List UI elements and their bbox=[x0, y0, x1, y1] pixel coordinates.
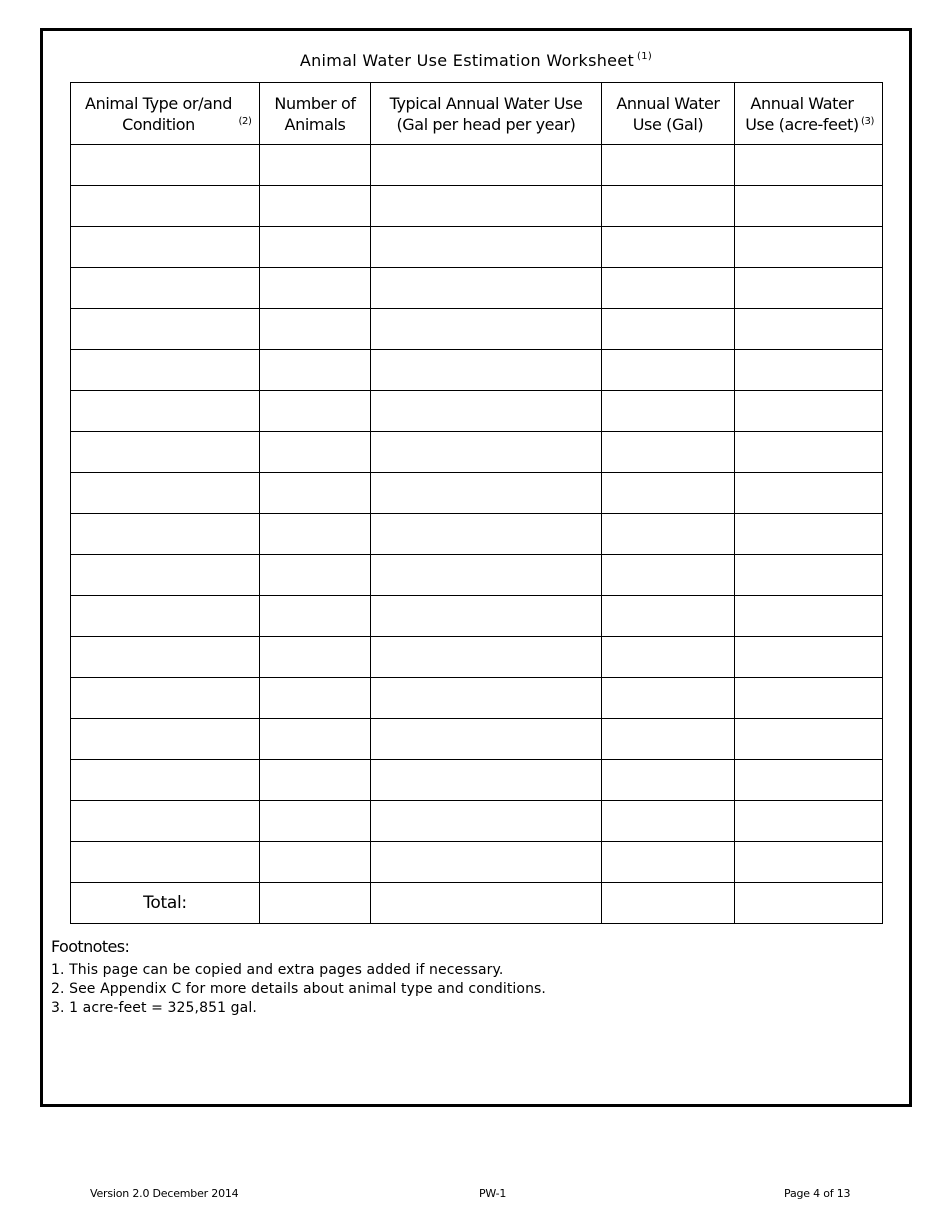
table-cell[interactable] bbox=[71, 719, 260, 760]
table-cell[interactable] bbox=[371, 391, 602, 432]
total-cell[interactable] bbox=[602, 883, 735, 924]
table-cell[interactable] bbox=[371, 760, 602, 801]
table-cell[interactable] bbox=[735, 227, 883, 268]
table-cell[interactable] bbox=[602, 555, 735, 596]
table-row bbox=[71, 596, 883, 637]
total-cell[interactable] bbox=[371, 883, 602, 924]
table-row bbox=[71, 350, 883, 391]
table-row bbox=[71, 514, 883, 555]
table-cell[interactable] bbox=[260, 309, 371, 350]
table-cell[interactable] bbox=[371, 596, 602, 637]
table-row bbox=[71, 678, 883, 719]
footnote-item: 3. 1 acre-feet = 325,851 gal. bbox=[51, 1000, 257, 1016]
table-cell[interactable] bbox=[71, 473, 260, 514]
table-cell[interactable] bbox=[260, 145, 371, 186]
table-cell[interactable] bbox=[735, 391, 883, 432]
table-cell[interactable] bbox=[371, 350, 602, 391]
table-cell[interactable] bbox=[735, 637, 883, 678]
footnote-item: 2. See Appendix C for more details about animal type and conditions. bbox=[51, 981, 546, 997]
header-typical-annual-use: Typical Annual Water Use (Gal per head per year) bbox=[371, 83, 602, 145]
table-cell[interactable] bbox=[371, 555, 602, 596]
table-cell[interactable] bbox=[260, 555, 371, 596]
table-cell[interactable] bbox=[602, 268, 735, 309]
table-cell[interactable] bbox=[260, 719, 371, 760]
table-cell[interactable] bbox=[735, 555, 883, 596]
table-cell[interactable] bbox=[371, 186, 602, 227]
water-use-table bbox=[70, 82, 883, 924]
footnotes-heading: Footnotes: bbox=[51, 937, 130, 956]
table-cell[interactable] bbox=[371, 678, 602, 719]
table-cell[interactable] bbox=[735, 432, 883, 473]
table-cell[interactable] bbox=[735, 473, 883, 514]
table-row bbox=[71, 760, 883, 801]
table-cell[interactable] bbox=[71, 391, 260, 432]
table-cell[interactable] bbox=[371, 145, 602, 186]
table-row bbox=[71, 391, 883, 432]
table-cell[interactable] bbox=[602, 514, 735, 555]
table-cell[interactable] bbox=[71, 145, 260, 186]
table-cell[interactable] bbox=[735, 719, 883, 760]
table-row bbox=[71, 637, 883, 678]
table-cell[interactable] bbox=[371, 801, 602, 842]
table-cell[interactable] bbox=[260, 268, 371, 309]
table-cell[interactable] bbox=[260, 186, 371, 227]
table-cell[interactable] bbox=[371, 514, 602, 555]
header-annual-use-acre-feet: Annual Water Use (acre-feet) $^{(3)}$ bbox=[735, 83, 883, 145]
total-cell[interactable] bbox=[735, 883, 883, 924]
header-number-of-animals: Number of Animals bbox=[260, 83, 371, 145]
table-cell[interactable] bbox=[71, 760, 260, 801]
table-cell[interactable] bbox=[735, 678, 883, 719]
header-annual-use-gal: Annual Water Use (Gal) bbox=[602, 83, 735, 145]
total-cell[interactable] bbox=[260, 883, 371, 924]
table-cell[interactable] bbox=[602, 391, 735, 432]
table-cell[interactable] bbox=[602, 186, 735, 227]
table-row bbox=[71, 719, 883, 760]
table-cell[interactable] bbox=[602, 637, 735, 678]
table-cell[interactable] bbox=[602, 801, 735, 842]
table-cell[interactable] bbox=[71, 596, 260, 637]
footer-page-number: Page 4 of 13 bbox=[784, 1187, 851, 1200]
total-label: Total: bbox=[71, 883, 260, 924]
table-cell[interactable] bbox=[602, 309, 735, 350]
table-cell[interactable] bbox=[260, 432, 371, 473]
table-cell[interactable] bbox=[260, 678, 371, 719]
table-cell[interactable] bbox=[735, 186, 883, 227]
footnote-item: 1. This page can be copied and extra pages added if necessary. bbox=[51, 962, 504, 978]
table-cell[interactable] bbox=[735, 842, 883, 883]
table-cell[interactable] bbox=[71, 514, 260, 555]
table-cell[interactable] bbox=[735, 760, 883, 801]
table-cell[interactable] bbox=[602, 760, 735, 801]
table-cell[interactable] bbox=[602, 350, 735, 391]
worksheet-frame bbox=[40, 28, 912, 1107]
table-cell[interactable] bbox=[371, 268, 602, 309]
table-cell[interactable] bbox=[71, 801, 260, 842]
table-cell[interactable] bbox=[260, 350, 371, 391]
table-cell[interactable] bbox=[371, 473, 602, 514]
table-row bbox=[71, 268, 883, 309]
table-cell[interactable] bbox=[371, 842, 602, 883]
footnotes-list bbox=[51, 961, 546, 1018]
table-cell[interactable] bbox=[602, 719, 735, 760]
table-cell[interactable] bbox=[260, 760, 371, 801]
header-footnote-ref: (3) bbox=[861, 115, 874, 127]
table-row bbox=[71, 842, 883, 883]
table-cell[interactable] bbox=[260, 514, 371, 555]
table-cell[interactable] bbox=[602, 432, 735, 473]
table-cell[interactable] bbox=[602, 596, 735, 637]
table-cell[interactable] bbox=[371, 432, 602, 473]
table-cell[interactable] bbox=[602, 842, 735, 883]
table-cell[interactable] bbox=[71, 432, 260, 473]
table-cell[interactable] bbox=[260, 227, 371, 268]
table-cell[interactable] bbox=[71, 186, 260, 227]
table-row bbox=[71, 555, 883, 596]
table-cell[interactable] bbox=[71, 268, 260, 309]
table-row bbox=[71, 309, 883, 350]
table-row bbox=[71, 432, 883, 473]
table-cell[interactable] bbox=[602, 145, 735, 186]
table-cell[interactable] bbox=[602, 678, 735, 719]
table-cell[interactable] bbox=[735, 350, 883, 391]
worksheet-title bbox=[43, 51, 909, 70]
table-cell[interactable] bbox=[260, 391, 371, 432]
table-row bbox=[71, 801, 883, 842]
table-cell[interactable] bbox=[735, 309, 883, 350]
table-body bbox=[71, 145, 883, 883]
table-cell[interactable] bbox=[71, 309, 260, 350]
table-cell[interactable] bbox=[260, 842, 371, 883]
table-cell[interactable] bbox=[371, 719, 602, 760]
footer-version: Version 2.0 December 2014 bbox=[90, 1187, 239, 1200]
table-cell[interactable] bbox=[71, 350, 260, 391]
title-footnote-ref: (1) bbox=[637, 51, 653, 62]
table-cell[interactable] bbox=[371, 309, 602, 350]
table-cell[interactable] bbox=[71, 842, 260, 883]
table-row bbox=[71, 186, 883, 227]
table-cell[interactable] bbox=[71, 678, 260, 719]
table-cell[interactable] bbox=[71, 227, 260, 268]
header-animal-type: Animal Type or/and Condition $^{(2)}$ bbox=[71, 83, 260, 145]
table-cell[interactable] bbox=[260, 596, 371, 637]
table-cell[interactable] bbox=[602, 227, 735, 268]
table-header-row bbox=[71, 83, 883, 145]
table-cell[interactable] bbox=[735, 801, 883, 842]
table-row bbox=[71, 227, 883, 268]
table-cell[interactable] bbox=[371, 227, 602, 268]
table-cell[interactable] bbox=[735, 514, 883, 555]
table-cell[interactable] bbox=[71, 637, 260, 678]
table-cell[interactable] bbox=[735, 596, 883, 637]
table-row bbox=[71, 145, 883, 186]
table-cell[interactable] bbox=[260, 637, 371, 678]
table-cell[interactable] bbox=[260, 473, 371, 514]
table-row bbox=[71, 473, 883, 514]
table-cell[interactable] bbox=[735, 268, 883, 309]
table-cell[interactable] bbox=[602, 473, 735, 514]
table-cell[interactable] bbox=[260, 801, 371, 842]
footer-form-id: PW-1 bbox=[479, 1187, 507, 1200]
table-cell[interactable] bbox=[735, 145, 883, 186]
header-footnote-ref: (2) bbox=[238, 115, 252, 127]
table-cell[interactable] bbox=[371, 637, 602, 678]
total-row bbox=[71, 883, 883, 924]
title-text: Animal Water Use Estimation Worksheet bbox=[299, 51, 635, 70]
table-cell[interactable] bbox=[71, 555, 260, 596]
